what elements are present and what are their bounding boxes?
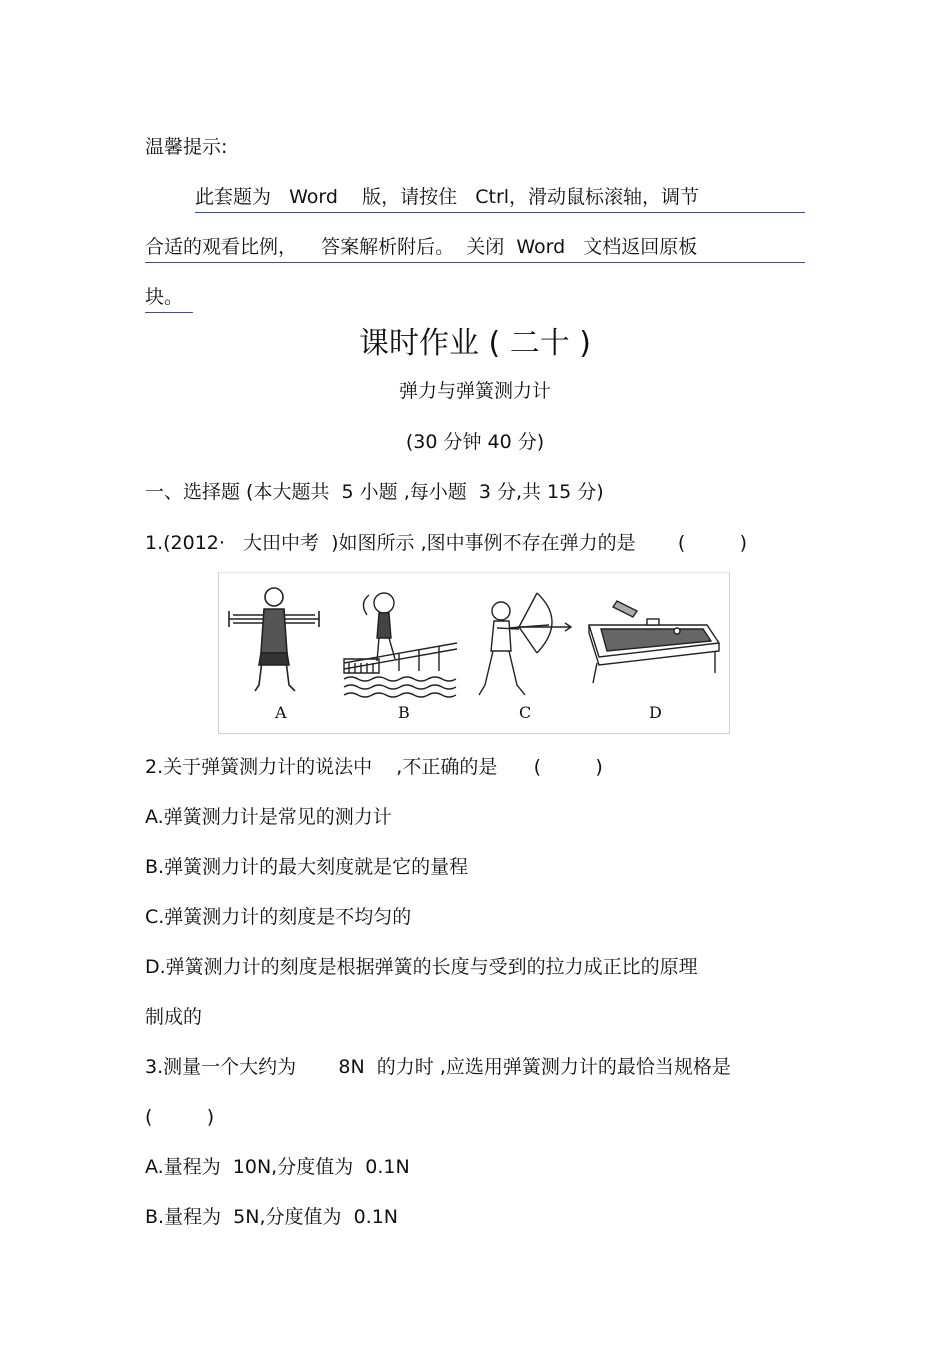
page-subtitle: 弹力与弹簧测力计 — [398, 380, 551, 402]
notice-line-1: 此套题为 Word 版，请按住 Ctrl，滑动鼠标滚轴，调节 — [195, 185, 805, 213]
notice-heading: 温馨提示: — [145, 136, 228, 158]
question-2-option-d: D.弹簧测力计的刻度是根据弹簧的长度与受到的拉力成正比的原理 — [145, 956, 698, 978]
question-2-stem: 2.关于弹簧测力计的说法中 ,不正确的是 ( ) — [145, 756, 603, 778]
question-1-figure — [218, 572, 730, 734]
question-2-option-d-continued: 制成的 — [145, 1006, 203, 1028]
question-3-stem: 3.测量一个大约为 8N 的力时 ,应选用弹簧测力计的最恰当规格是 — [145, 1056, 731, 1078]
notice-line-3: 块。 — [145, 285, 193, 313]
figure-label-b: B — [398, 703, 410, 722]
section-heading: 一、选择题 (本大题共 5 小题 ,每小题 3 分,共 15 分) — [145, 481, 604, 503]
figure-b-diving-board — [344, 593, 457, 697]
question-2-option-a: A.弹簧测力计是常见的测力计 — [145, 806, 392, 828]
figure-label-a: A — [275, 703, 287, 722]
notice-line-2: 合适的观看比例， 答案解析附后。 关闭 Word 文档返回原板 — [145, 235, 805, 263]
figure-c-archer — [479, 593, 571, 695]
question-2-option-b: B.弹簧测力计的最大刻度就是它的量程 — [145, 856, 469, 878]
question-3-answer-paren: ( ) — [145, 1106, 215, 1128]
question-2-option-c: C.弹簧测力计的刻度是不均匀的 — [145, 906, 412, 928]
figure-label-d: D — [649, 703, 662, 722]
figure-a-chest-expander — [229, 588, 319, 691]
figure-label-c: C — [519, 703, 532, 722]
question-1-stem: 1.(2012· 大田中考 )如图所示 ,图中事例不存在弹力的是 ( ) — [145, 532, 748, 554]
time-score: (30 分钟 40 分) — [405, 431, 545, 453]
page-title: 课时作业 ( 二十 ) — [358, 326, 592, 361]
figure-d-table — [589, 601, 719, 683]
question-3-option-b: B.量程为 5N,分度值为 0.1N — [145, 1206, 399, 1228]
question-3-option-a: A.量程为 10N,分度值为 0.1N — [145, 1156, 410, 1178]
